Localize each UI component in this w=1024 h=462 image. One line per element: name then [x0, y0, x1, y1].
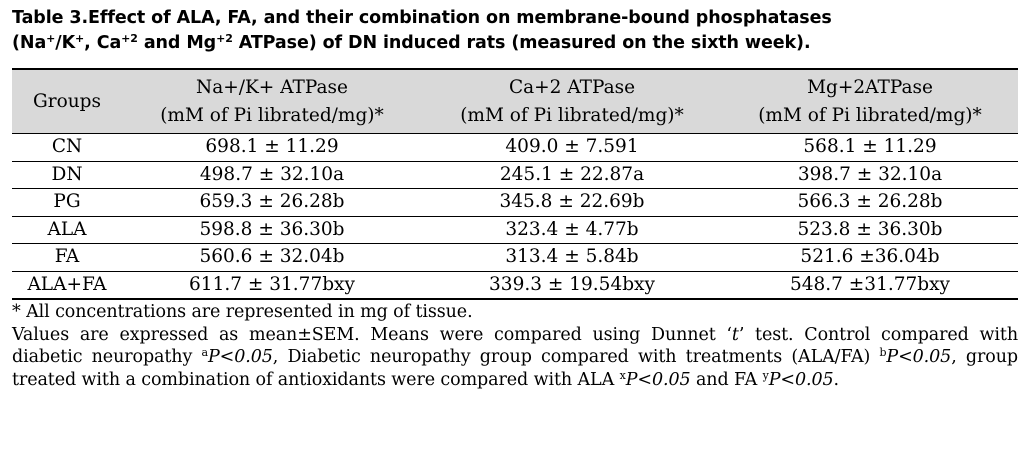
table-cell: FA — [12, 244, 122, 272]
table-cell: 521.6 ±36.04b — [722, 244, 1018, 272]
header-unit: (mM of Pi librated/mg)* — [758, 104, 982, 126]
table-cell: 498.7 ± 32.10a — [122, 161, 422, 189]
caption-text: and Mg — [137, 33, 217, 53]
table-row — [12, 244, 1018, 272]
table-row — [12, 134, 1018, 162]
header-row — [12, 69, 1018, 134]
caption-line-1: Table 3.Effect of ALA, FA, and their combination on membrane-bound phosphatases — [12, 8, 832, 28]
table-row — [12, 161, 1018, 189]
table-cell: 598.8 ± 36.30b — [122, 216, 422, 244]
footnote-italic: t — [731, 324, 739, 345]
document — [12, 6, 1018, 391]
table-cell: 548.7 ±31.77bxy — [722, 271, 1018, 299]
table-cell: 659.3 ± 26.28b — [122, 189, 422, 217]
table-cell: 560.6 ± 32.04b — [122, 244, 422, 272]
table-caption — [12, 6, 1018, 56]
table-cell: ALA — [12, 216, 122, 244]
footnote-superscript: b — [879, 346, 887, 359]
caption-text: ATPase) of DN induced rats (measured on the sixth week). — [232, 33, 811, 53]
table-cell: 245.1 ± 22.87a — [422, 161, 722, 189]
table-cell: 313.4 ± 5.84b — [422, 244, 722, 272]
footnote-text: Values are expressed as mean±SEM. Means were compared using Dunnet ‘ — [12, 324, 732, 345]
table-cell: 566.3 ± 26.28b — [722, 189, 1018, 217]
footnote-superscript: x — [619, 368, 626, 382]
caption-superscript: + — [75, 32, 85, 45]
footnote-text: and FA — [690, 369, 763, 390]
footnote-text: , Diabetic neuropathy group compared with treatments (ALA/FA) — [272, 347, 880, 367]
header-unit: (mM of Pi librated/mg)* — [460, 104, 684, 126]
table-row — [12, 271, 1018, 299]
footnote-text: . — [833, 369, 839, 390]
table-cell: PG — [12, 189, 122, 217]
header-ca-atpase — [422, 69, 722, 134]
footnote-italic: P<0.05 — [207, 347, 273, 367]
header-groups — [12, 69, 122, 134]
header-na-k-atpase — [122, 69, 422, 134]
caption-text: , Ca — [84, 33, 122, 53]
header-label: Mg+2ATPase — [807, 76, 933, 98]
footnote-text: , group treated with a combination of antioxidants were compared with ALA — [12, 347, 1018, 390]
footnote-superscript: y — [762, 368, 769, 382]
table-row — [12, 189, 1018, 217]
footnote-italic: P<0.05 — [886, 347, 952, 367]
footnote-italic: P<0.05 — [768, 369, 834, 390]
table-cell: 698.1 ± 11.29 — [122, 134, 422, 162]
caption-superscript: +2 — [121, 32, 138, 45]
header-label: Groups — [32, 90, 101, 112]
footnote-concentration: * All concentrations are represented in mg of tissue. — [12, 302, 473, 322]
header-unit: (mM of Pi librated/mg)* — [160, 104, 384, 126]
table-cell: 409.0 ± 7.591 — [422, 134, 722, 162]
footnote-italic: P<0.05 — [625, 369, 691, 390]
table-row — [12, 216, 1018, 244]
table-footnotes — [12, 301, 1018, 391]
caption-text: /K — [55, 33, 76, 53]
table-cell: 339.3 ± 19.54bxy — [422, 271, 722, 299]
table-cell: DN — [12, 161, 122, 189]
table-cell: 323.4 ± 4.77b — [422, 216, 722, 244]
caption-text: (Na — [12, 33, 47, 53]
header-mg-atpase — [722, 69, 1018, 134]
table-cell: CN — [12, 134, 122, 162]
caption-line-2 — [12, 31, 1018, 56]
header-label: Ca+2 ATPase — [508, 76, 636, 98]
table-cell: 611.7 ± 31.77bxy — [122, 271, 422, 299]
table-cell: ALA+FA — [12, 271, 122, 299]
data-table — [12, 68, 1018, 300]
table-cell: 568.1 ± 11.29 — [722, 134, 1018, 162]
footnote-text: ’ test. Control compared with diabetic neuropathy — [12, 324, 1018, 367]
table-cell: 398.7 ± 32.10a — [722, 161, 1018, 189]
header-label: Na+/K+ ATPase — [196, 76, 348, 98]
footnote-statistics — [12, 324, 1018, 392]
caption-superscript: + — [46, 32, 56, 45]
table-cell: 345.8 ± 22.69b — [422, 189, 722, 217]
caption-superscript: +2 — [216, 32, 233, 45]
footnote-superscript: a — [201, 346, 208, 359]
table-cell: 523.8 ± 36.30b — [722, 216, 1018, 244]
